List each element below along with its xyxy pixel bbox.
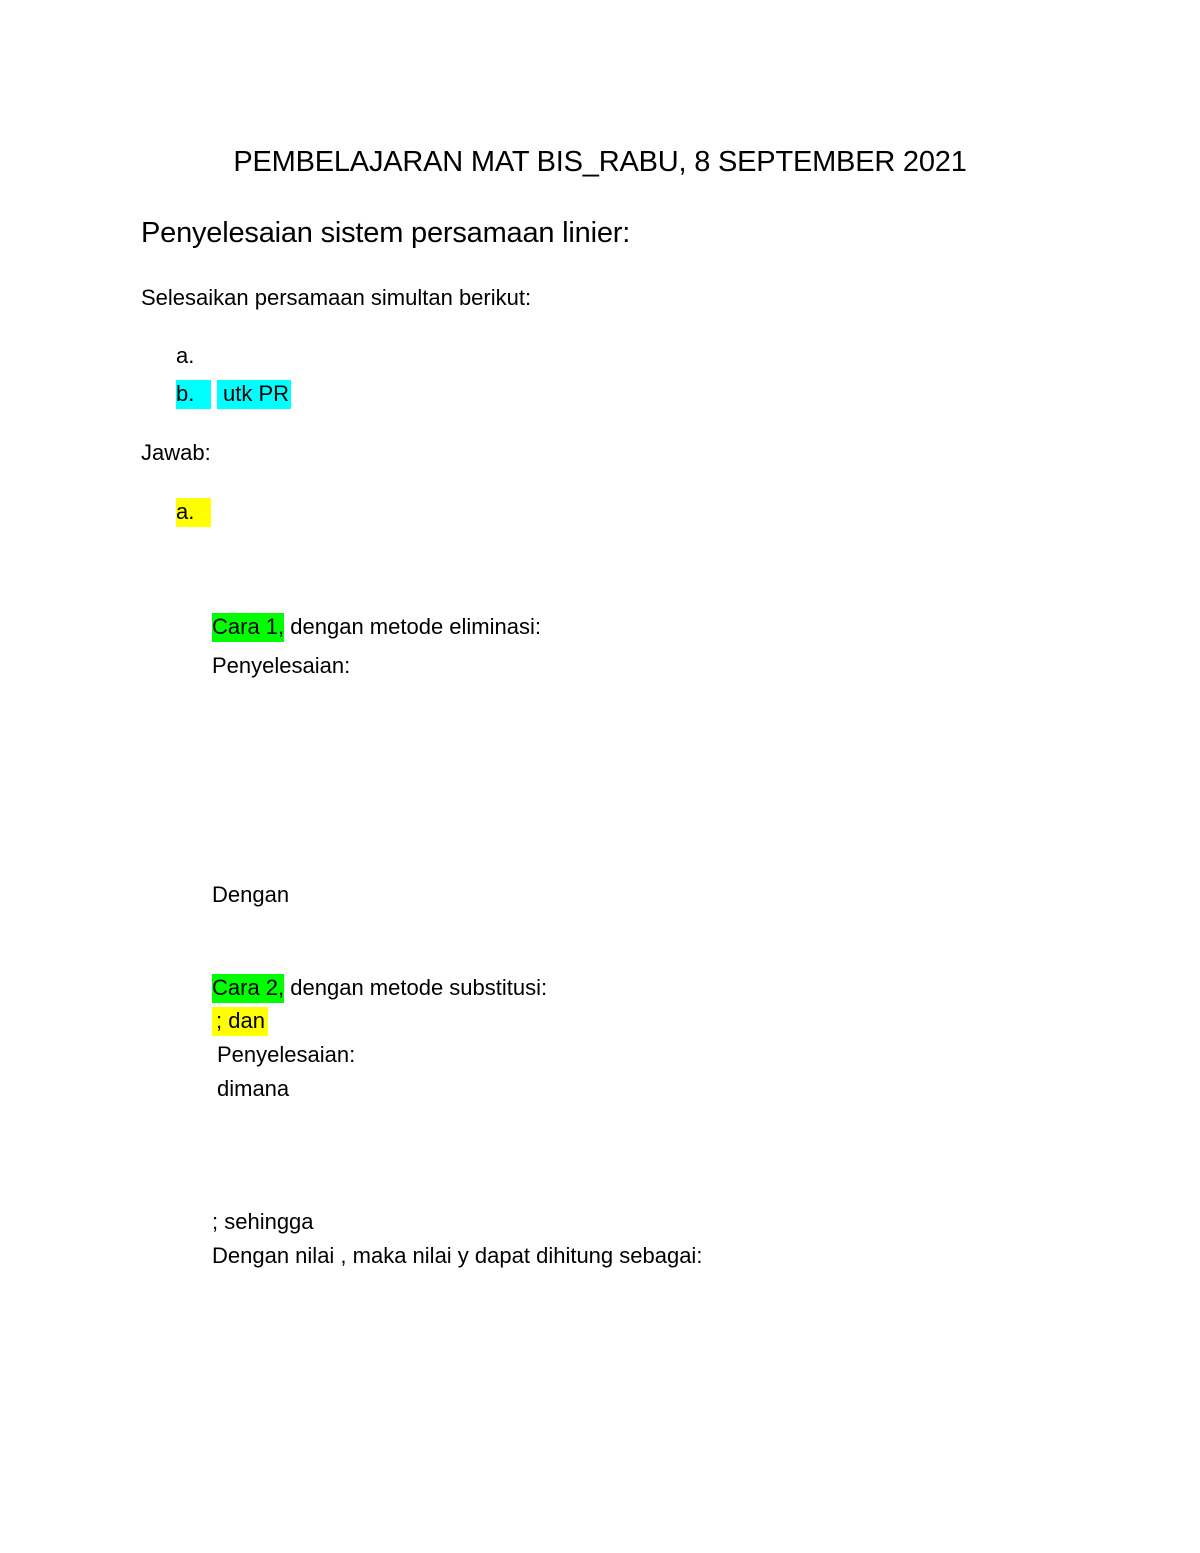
page-title: PEMBELAJARAN MAT BIS_RABU, 8 SEPTEMBER 2021 <box>233 146 967 178</box>
method-2-solution-label: Penyelesaian: <box>217 1042 356 1067</box>
question-a-marker: a. <box>176 343 195 368</box>
method-2-therefore: ; sehingga <box>212 1209 314 1234</box>
instruction-text: Selesaikan persamaan simultan berikut: <box>141 285 532 310</box>
homework-note: utk PR <box>217 380 291 409</box>
answer-label: Jawab: <box>141 440 211 465</box>
method-2-final: Dengan nilai , maka nilai y dapat dihitung sebagai: <box>212 1243 703 1268</box>
question-b-marker: b. <box>176 380 211 409</box>
method-1-solution-label: Penyelesaian: <box>212 653 351 678</box>
method-1-label: Cara 1, <box>212 613 284 642</box>
method-2-connector-row <box>212 1007 268 1036</box>
question-b-row <box>176 380 291 409</box>
method-2-text: dengan metode substitusi: <box>290 975 548 1000</box>
method-2-connector: ; dan <box>212 1007 268 1036</box>
method-1-text: dengan metode eliminasi: <box>290 614 541 639</box>
answer-a-row <box>176 498 211 527</box>
method-1-row <box>212 613 541 642</box>
method-2-label: Cara 2, <box>212 974 284 1003</box>
method-2-row <box>212 974 547 1003</box>
method-2-where: dimana <box>217 1076 290 1101</box>
answer-a-marker: a. <box>176 498 211 527</box>
method-1-conclusion: Dengan <box>212 882 290 907</box>
section-heading: Penyelesaian sistem persamaan linier: <box>141 217 631 249</box>
